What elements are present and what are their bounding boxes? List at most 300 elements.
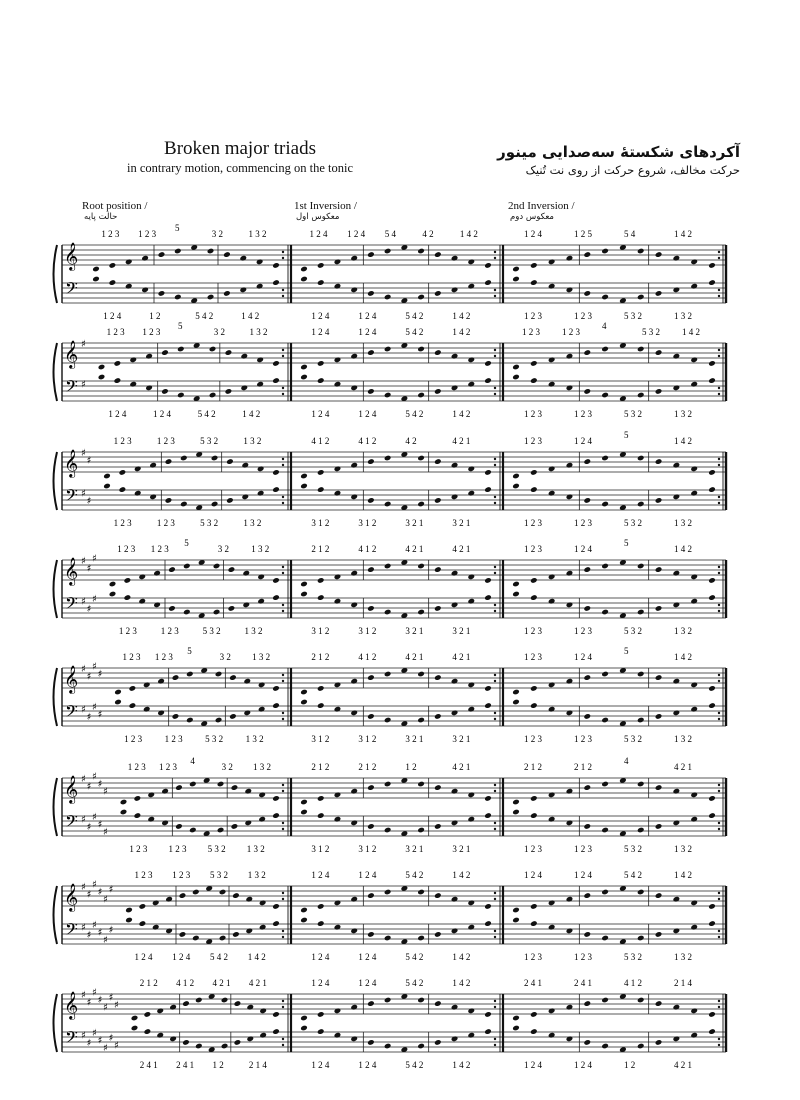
page-subtitle-en: in contrary motion, commencing on the tonic bbox=[127, 161, 353, 175]
repeat-dot bbox=[718, 1000, 720, 1002]
treble-note bbox=[530, 1011, 538, 1018]
treble-note bbox=[566, 896, 574, 903]
treble-note bbox=[512, 364, 520, 371]
fingering-lower: 1 2 4 bbox=[574, 1060, 592, 1070]
fingering-upper: 1 2 3 bbox=[122, 652, 141, 662]
treble-note bbox=[467, 357, 475, 364]
repeat-dot bbox=[718, 822, 720, 824]
bass-note bbox=[114, 699, 122, 706]
repeat-dot bbox=[282, 393, 284, 395]
fingering-upper: 1 2 3 bbox=[113, 436, 132, 446]
repeat-dot bbox=[494, 1006, 496, 1008]
treble-note bbox=[317, 903, 325, 910]
repeat-dot bbox=[718, 1006, 720, 1008]
treble-note bbox=[234, 1000, 242, 1007]
fingering-lower: 1 2 3 bbox=[574, 626, 592, 636]
treble-note bbox=[417, 781, 425, 788]
treble-note bbox=[228, 566, 236, 573]
repeat-dot bbox=[494, 680, 496, 682]
bass-note bbox=[350, 602, 358, 609]
sharp-icon: ♯ bbox=[81, 922, 86, 934]
bass-note bbox=[548, 283, 556, 290]
fingering-upper: 4 2 1 bbox=[212, 978, 231, 988]
brace bbox=[54, 886, 58, 944]
repeat-dot bbox=[718, 674, 720, 676]
repeat-dot bbox=[494, 1038, 496, 1040]
fingering-upper: 1 2 4 bbox=[347, 229, 366, 239]
treble-note bbox=[417, 455, 425, 462]
repeat-dot bbox=[494, 251, 496, 253]
treble-note bbox=[317, 360, 325, 367]
repeat-dot bbox=[718, 295, 720, 297]
bass-note bbox=[231, 823, 239, 830]
treble-note bbox=[129, 685, 137, 692]
treble-note bbox=[217, 781, 225, 788]
bass-note bbox=[451, 820, 459, 827]
treble-note bbox=[125, 907, 133, 914]
treble-note bbox=[530, 795, 538, 802]
treble-note bbox=[334, 900, 342, 907]
bass-note bbox=[232, 931, 240, 938]
repeat-dot bbox=[494, 610, 496, 612]
bass-note bbox=[272, 702, 280, 709]
fingering-upper: 5 bbox=[624, 538, 629, 548]
fingering-upper: 2 1 2 bbox=[574, 762, 592, 772]
sharp-icon: ♯ bbox=[92, 920, 97, 931]
bass-note bbox=[334, 706, 342, 713]
bass-note bbox=[583, 823, 591, 830]
fingering-lower: 3 2 1 bbox=[452, 844, 471, 854]
repeat-dot bbox=[282, 784, 284, 786]
treble-note bbox=[241, 462, 249, 469]
treble-note bbox=[384, 563, 392, 570]
treble-note bbox=[484, 262, 492, 269]
bass-note bbox=[583, 1039, 591, 1046]
treble-note bbox=[367, 674, 375, 681]
bass-note bbox=[467, 598, 475, 605]
fingering-lower: 1 4 2 bbox=[241, 311, 260, 321]
fingering-lower: 5 4 2 bbox=[210, 952, 229, 962]
fingering-lower: 3 2 1 bbox=[452, 518, 471, 528]
bass-note bbox=[583, 290, 591, 297]
fingering-upper: 5 4 bbox=[384, 229, 396, 239]
bass-note bbox=[240, 385, 248, 392]
bass-note bbox=[417, 717, 425, 724]
treble-note bbox=[637, 346, 645, 353]
repeat-dot bbox=[718, 604, 720, 606]
treble-note bbox=[451, 788, 459, 795]
sharp-icon: ♯ bbox=[97, 927, 103, 939]
fingering-lower: 5 4 2 bbox=[197, 409, 216, 419]
bass-note bbox=[601, 827, 609, 834]
treble-note bbox=[300, 907, 308, 914]
fingering-lower: 3 2 1 bbox=[405, 626, 424, 636]
column-label-first-inversion: 1st Inversion / bbox=[294, 200, 357, 212]
repeat-dot bbox=[718, 892, 720, 894]
treble-note bbox=[367, 1000, 375, 1007]
bass-note bbox=[384, 827, 392, 834]
bass-note bbox=[484, 702, 492, 709]
page-title-fa: آکردهای شکستهٔ سه‌صدایی مینور bbox=[497, 143, 740, 161]
bass-note bbox=[655, 388, 663, 395]
bass-note bbox=[215, 717, 223, 724]
bass-note bbox=[708, 702, 716, 709]
bass-note bbox=[257, 490, 265, 497]
bass-note bbox=[350, 385, 358, 392]
treble-note bbox=[484, 577, 492, 584]
fingering-upper: 4 2 bbox=[422, 229, 434, 239]
bass-note bbox=[147, 816, 155, 823]
fingering-upper: 4 bbox=[624, 756, 629, 766]
fingering-lower: 2 4 1 bbox=[139, 1060, 158, 1070]
bass-note bbox=[153, 602, 161, 609]
repeat-dot bbox=[282, 936, 284, 938]
bass-note bbox=[708, 920, 716, 927]
fingering-lower: 1 2 4 bbox=[311, 1060, 330, 1070]
treble-note bbox=[120, 799, 128, 806]
fingering-lower: 1 2 bbox=[624, 1060, 636, 1070]
sharp-icon: ♯ bbox=[86, 1038, 92, 1049]
bass-note bbox=[530, 920, 538, 927]
bass-note bbox=[512, 591, 520, 598]
bass-note bbox=[566, 820, 574, 827]
treble-note bbox=[548, 682, 556, 689]
fingering-lower: 1 2 3 bbox=[574, 734, 592, 744]
treble-note bbox=[317, 1011, 325, 1018]
bass-note bbox=[350, 287, 358, 294]
treble-note bbox=[334, 357, 342, 364]
bass-note bbox=[350, 1036, 358, 1043]
bass-note bbox=[367, 1039, 375, 1046]
bass-note bbox=[120, 809, 128, 816]
treble-note bbox=[300, 581, 308, 588]
fingering-upper: 4 2 1 bbox=[405, 652, 424, 662]
treble-note bbox=[367, 349, 375, 356]
repeat-dot bbox=[282, 1038, 284, 1040]
fingering-upper: 1 2 4 bbox=[358, 870, 377, 880]
bass-note bbox=[512, 276, 520, 283]
treble-note bbox=[708, 360, 716, 367]
bass-note bbox=[417, 609, 425, 616]
repeat-dot bbox=[718, 790, 720, 792]
sharp-icon: ♯ bbox=[103, 827, 108, 838]
bass-note bbox=[256, 283, 264, 290]
fingering-upper: 4 2 1 bbox=[674, 762, 692, 772]
treble-note bbox=[367, 892, 375, 899]
fingering-upper: 5 4 2 bbox=[624, 870, 642, 880]
treble-note bbox=[225, 349, 233, 356]
repeat-dot bbox=[282, 1000, 284, 1002]
repeat-dot bbox=[282, 712, 284, 714]
treble-note bbox=[467, 792, 475, 799]
treble-note bbox=[147, 792, 155, 799]
fingering-lower: 1 3 2 bbox=[674, 311, 692, 321]
bass-note bbox=[708, 812, 716, 819]
repeat-dot bbox=[282, 387, 284, 389]
treble-note bbox=[175, 784, 183, 791]
treble-note bbox=[637, 455, 645, 462]
fingering-lower: 1 2 3 bbox=[524, 734, 542, 744]
treble-note bbox=[601, 781, 609, 788]
bass-note bbox=[548, 381, 556, 388]
bass-note bbox=[467, 490, 475, 497]
bass-note bbox=[673, 385, 681, 392]
fingering-upper: 1 2 4 bbox=[574, 436, 592, 446]
fingering-upper: 1 2 3 bbox=[159, 762, 178, 772]
fingering-lower: 3 1 2 bbox=[358, 844, 377, 854]
sharp-icon: ♯ bbox=[81, 882, 86, 893]
repeat-dot bbox=[282, 790, 284, 792]
bass-note bbox=[367, 497, 375, 504]
repeat-dot bbox=[494, 674, 496, 676]
repeat-dot bbox=[718, 251, 720, 253]
bass-note bbox=[690, 1032, 698, 1039]
bass-note bbox=[434, 388, 442, 395]
sharp-icon: ♯ bbox=[81, 488, 86, 500]
sharp-icon: ♯ bbox=[86, 604, 92, 615]
sharp-icon: ♯ bbox=[86, 997, 92, 1009]
treble-note bbox=[467, 259, 475, 266]
treble-note bbox=[272, 577, 280, 584]
bass-note bbox=[258, 706, 266, 713]
brace bbox=[54, 452, 58, 510]
bass-note bbox=[384, 294, 392, 301]
repeat-dot bbox=[282, 610, 284, 612]
bass-note bbox=[234, 1039, 242, 1046]
repeat-dot bbox=[494, 387, 496, 389]
fingering-upper: 1 2 4 bbox=[311, 978, 330, 988]
repeat-dot bbox=[282, 289, 284, 291]
sharp-icon: ♯ bbox=[86, 712, 92, 723]
sharp-icon: ♯ bbox=[97, 1035, 103, 1047]
treble-note bbox=[272, 262, 280, 269]
repeat-dot bbox=[494, 898, 496, 900]
treble-note bbox=[172, 674, 180, 681]
fingering-upper: 4 2 1 bbox=[405, 544, 424, 554]
repeat-dot bbox=[718, 257, 720, 259]
sharp-icon: ♯ bbox=[114, 1000, 119, 1011]
fingering-upper: 4 1 2 bbox=[311, 436, 330, 446]
fingering-upper: 4 2 1 bbox=[452, 652, 471, 662]
treble-note bbox=[223, 251, 231, 258]
bass-note bbox=[548, 816, 556, 823]
treble-note bbox=[215, 671, 223, 678]
repeat-dot bbox=[282, 1044, 284, 1046]
repeat-dot bbox=[282, 295, 284, 297]
fingering-lower: 1 3 2 bbox=[244, 626, 263, 636]
bass-note bbox=[367, 388, 375, 395]
treble-note bbox=[272, 903, 280, 910]
bass-note bbox=[530, 594, 538, 601]
bass-note bbox=[183, 609, 191, 616]
treble-note bbox=[708, 1011, 716, 1018]
treble-note bbox=[512, 581, 520, 588]
fingering-lower: 3 2 1 bbox=[405, 518, 424, 528]
treble-note bbox=[530, 903, 538, 910]
fingering-upper: 5 bbox=[187, 646, 192, 656]
treble-note bbox=[229, 674, 237, 681]
treble-note bbox=[157, 678, 165, 685]
treble-note bbox=[655, 784, 663, 791]
treble-note bbox=[673, 678, 681, 685]
repeat-dot bbox=[494, 349, 496, 351]
bass-note bbox=[530, 377, 538, 384]
treble-note bbox=[417, 889, 425, 896]
fingering-lower: 3 1 2 bbox=[311, 626, 330, 636]
treble-note bbox=[334, 466, 342, 473]
repeat-dot bbox=[494, 1000, 496, 1002]
bass-clef-icon: 𝄢 bbox=[65, 919, 78, 943]
treble-note bbox=[434, 349, 442, 356]
treble-note bbox=[637, 248, 645, 255]
fingering-lower: 3 2 1 bbox=[452, 734, 471, 744]
sharp-icon: ♯ bbox=[97, 819, 103, 831]
treble-note bbox=[673, 462, 681, 469]
bass-note bbox=[451, 602, 459, 609]
bass-note bbox=[434, 605, 442, 612]
bass-note bbox=[367, 290, 375, 297]
fingering-upper: 1 2 4 bbox=[311, 870, 330, 880]
fingering-lower: 1 2 3 bbox=[168, 844, 187, 854]
bass-note bbox=[417, 935, 425, 942]
bass-note bbox=[690, 598, 698, 605]
treble-note bbox=[548, 259, 556, 266]
treble-note bbox=[451, 896, 459, 903]
bass-note bbox=[467, 816, 475, 823]
repeat-dot bbox=[282, 892, 284, 894]
bass-note bbox=[530, 1028, 538, 1035]
bass-note bbox=[434, 1039, 442, 1046]
treble-note bbox=[317, 795, 325, 802]
fingering-lower: 2 1 4 bbox=[248, 1060, 267, 1070]
treble-note bbox=[708, 795, 716, 802]
repeat-dot bbox=[282, 496, 284, 498]
bass-note bbox=[300, 809, 308, 816]
bass-note bbox=[637, 717, 645, 724]
bass-note bbox=[690, 706, 698, 713]
treble-note bbox=[566, 570, 574, 577]
fingering-lower: 3 1 2 bbox=[358, 518, 377, 528]
fingering-lower: 1 2 4 bbox=[358, 1060, 377, 1070]
treble-note bbox=[530, 685, 538, 692]
fingering-upper: 4 1 2 bbox=[358, 436, 377, 446]
treble-note bbox=[134, 466, 142, 473]
bass-note bbox=[384, 717, 392, 724]
treble-note bbox=[601, 671, 609, 678]
treble-note bbox=[177, 346, 185, 353]
fingering-upper: 4 bbox=[190, 756, 195, 766]
fingering-lower: 1 4 2 bbox=[452, 1060, 471, 1070]
fingering-upper: 2 1 2 bbox=[524, 762, 542, 772]
bass-note bbox=[272, 1028, 280, 1035]
treble-note bbox=[601, 248, 609, 255]
treble-note bbox=[242, 570, 250, 577]
repeat-dot bbox=[494, 496, 496, 498]
bass-note bbox=[186, 717, 194, 724]
treble-note bbox=[239, 255, 247, 262]
treble-note bbox=[186, 671, 194, 678]
treble-note bbox=[566, 788, 574, 795]
treble-note bbox=[143, 682, 151, 689]
treble-note bbox=[467, 574, 475, 581]
treble-note bbox=[232, 892, 240, 899]
fingering-upper: 2 1 2 bbox=[311, 652, 330, 662]
treble-note bbox=[484, 903, 492, 910]
bass-note bbox=[655, 823, 663, 830]
treble-note bbox=[467, 466, 475, 473]
treble-note bbox=[484, 1011, 492, 1018]
bass-note bbox=[417, 392, 425, 399]
bass-note bbox=[134, 490, 142, 497]
treble-clef-icon: 𝄞 bbox=[64, 242, 79, 270]
fingering-upper: 1 4 2 bbox=[674, 652, 692, 662]
treble-note bbox=[467, 900, 475, 907]
treble-note bbox=[548, 792, 556, 799]
bass-clef-icon: 𝄢 bbox=[65, 278, 78, 302]
fingering-upper: 2 1 4 bbox=[674, 978, 692, 988]
bass-note bbox=[317, 812, 325, 819]
sharp-icon: ♯ bbox=[81, 1030, 86, 1042]
treble-clef-icon: 𝄞 bbox=[64, 449, 79, 477]
bass-note bbox=[637, 294, 645, 301]
brace bbox=[54, 778, 58, 836]
fingering-upper: 1 2 3 bbox=[127, 762, 146, 772]
bass-clef-icon: 𝄢 bbox=[65, 811, 78, 835]
treble-note bbox=[125, 259, 133, 266]
fingering-upper: 4 2 bbox=[405, 436, 417, 446]
fingering-upper: 1 2 3 bbox=[150, 544, 169, 554]
bass-note bbox=[300, 591, 308, 598]
fingering-upper: 1 2 4 bbox=[524, 229, 542, 239]
fingering-lower: 1 2 3 bbox=[574, 952, 592, 962]
treble-clef-icon: 𝄞 bbox=[64, 991, 79, 1019]
fingering-upper: 2 4 1 bbox=[574, 978, 592, 988]
bass-note bbox=[673, 820, 681, 827]
fingering-upper: 5 3 2 bbox=[642, 327, 660, 337]
bass-note bbox=[384, 609, 392, 616]
bass-note bbox=[272, 377, 280, 384]
treble-note bbox=[708, 577, 716, 584]
sharp-icon: ♯ bbox=[92, 812, 97, 823]
sharp-icon: ♯ bbox=[97, 887, 103, 898]
treble-note bbox=[566, 678, 574, 685]
bass-note bbox=[103, 483, 111, 490]
treble-note bbox=[548, 900, 556, 907]
bass-note bbox=[245, 928, 253, 935]
fingering-upper: 1 3 2 bbox=[252, 652, 271, 662]
treble-note bbox=[566, 1004, 574, 1011]
bass-note bbox=[708, 279, 716, 286]
bass-note bbox=[272, 279, 280, 286]
treble-note bbox=[98, 364, 106, 371]
treble-note bbox=[300, 364, 308, 371]
fingering-upper: 1 2 3 bbox=[154, 652, 173, 662]
fingering-upper: 1 3 2 bbox=[249, 327, 268, 337]
treble-note bbox=[258, 792, 266, 799]
treble-note bbox=[334, 574, 342, 581]
fingering-lower: 5 3 2 bbox=[624, 518, 642, 528]
fingering-upper: 1 2 5 bbox=[574, 229, 592, 239]
bass-note bbox=[258, 816, 266, 823]
bass-note bbox=[172, 713, 180, 720]
treble-note bbox=[512, 266, 520, 273]
treble-note bbox=[673, 1004, 681, 1011]
fingering-upper: 1 2 3 bbox=[562, 327, 580, 337]
treble-note bbox=[484, 685, 492, 692]
repeat-dot bbox=[718, 349, 720, 351]
fingering-upper: 1 2 3 bbox=[524, 652, 542, 662]
fingering-upper: 1 4 2 bbox=[674, 229, 692, 239]
